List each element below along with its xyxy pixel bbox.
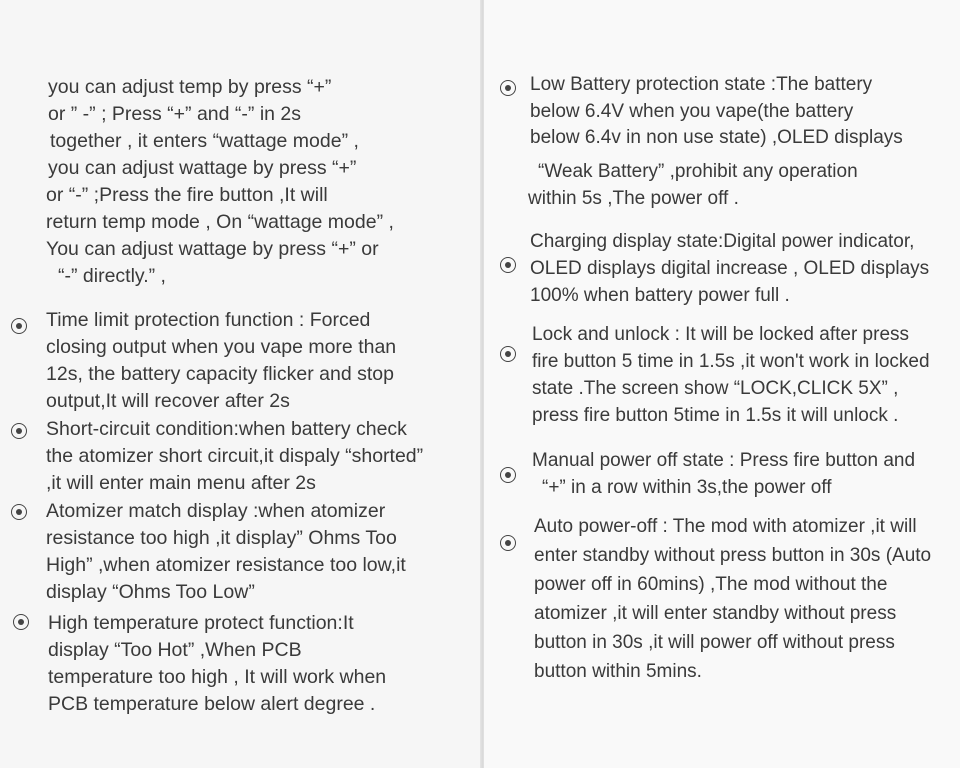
text-line: Time limit protection function : Forced [46,309,371,331]
text-line: within 5s ,The power off . [528,188,739,209]
text-line: Manual power off state : Press fire button and [532,450,916,471]
text-line: High temperature protect function:It [48,612,354,634]
text-line: power off in 60mins) ,The mod without the [534,574,888,595]
text-line: atomizer ,it will enter standby without press [534,603,897,624]
text-line: resistance too high ,it display” Ohms Too [46,527,397,549]
text-line: “Weak Battery” ,prohibit any operation [538,161,858,182]
right-page [484,0,960,768]
text-line: Short-circuit condition:when battery check [46,418,407,440]
text-line: or “-” ;Press the fire button ,It will [46,184,328,206]
bullet-icon [500,80,516,96]
text-line: return temp mode , On “wattage mode” , [46,211,394,233]
text-line: Atomizer match display :when atomizer [46,500,386,522]
text-line: Charging display state:Digital power indicator, [530,231,915,252]
text-line: PCB temperature below alert degree . [48,693,376,715]
text-line: Lock and unlock : It will be locked after press [532,324,910,345]
text-line: button within 5mins. [534,661,702,682]
text-line: temperature too high , It will work when [48,666,387,688]
text-line: ,it will enter main menu after 2s [46,472,316,494]
text-line: output,It will recover after 2s [46,390,290,412]
text-line: enter standby without press button in 30s (Auto [534,545,932,566]
bullet-icon [500,535,516,551]
text-line: you can adjust temp by press “+” [48,76,332,98]
text-line: fire button 5 time in 1.5s ,it won't work in locked [532,351,930,372]
bullet-icon [500,257,516,273]
text-line: together , it enters “wattage mode” , [50,130,359,152]
text-line: you can adjust wattage by press “+” [48,157,357,179]
text-line: Auto power-off : The mod with atomizer ,it will [534,516,917,537]
text-line: You can adjust wattage by press “+” or [46,238,379,260]
text-line: below 6.4v in non use state) ,OLED displays [530,127,903,148]
text-line: High” ,when atomizer resistance too low,it [46,554,406,576]
text-line: display “Ohms Too Low” [46,581,255,603]
text-line: “+” in a row within 3s,the power off [542,477,832,498]
text-line: “-” directly.” , [58,265,166,287]
text-line: display “Too Hot” ,When PCB [48,639,302,661]
bullet-icon [11,318,27,334]
text-line: Low Battery protection state :The battery [530,74,873,95]
text-line: press fire button 5time in 1.5s it will unlock . [532,405,899,426]
bullet-icon [13,614,29,630]
text-line: below 6.4V when you vape(the battery [530,101,854,122]
text-line: state .The screen show “LOCK,CLICK 5X” , [532,378,899,399]
bullet-icon [11,423,27,439]
bullet-icon [500,346,516,362]
text-line: 100% when battery power full . [530,285,790,306]
text-line: 12s, the battery capacity flicker and stop [46,363,394,385]
text-line: or ” -” ; Press “+” and “-” in 2s [48,103,302,125]
bullet-icon [500,467,516,483]
text-line: the atomizer short circuit,it dispaly “shorted” [46,445,424,467]
bullet-icon [11,504,27,520]
text-line: closing output when you vape more than [46,336,397,358]
text-line: OLED displays digital increase , OLED displays [530,258,930,279]
text-line: button in 30s ,it will power off without press [534,632,895,653]
